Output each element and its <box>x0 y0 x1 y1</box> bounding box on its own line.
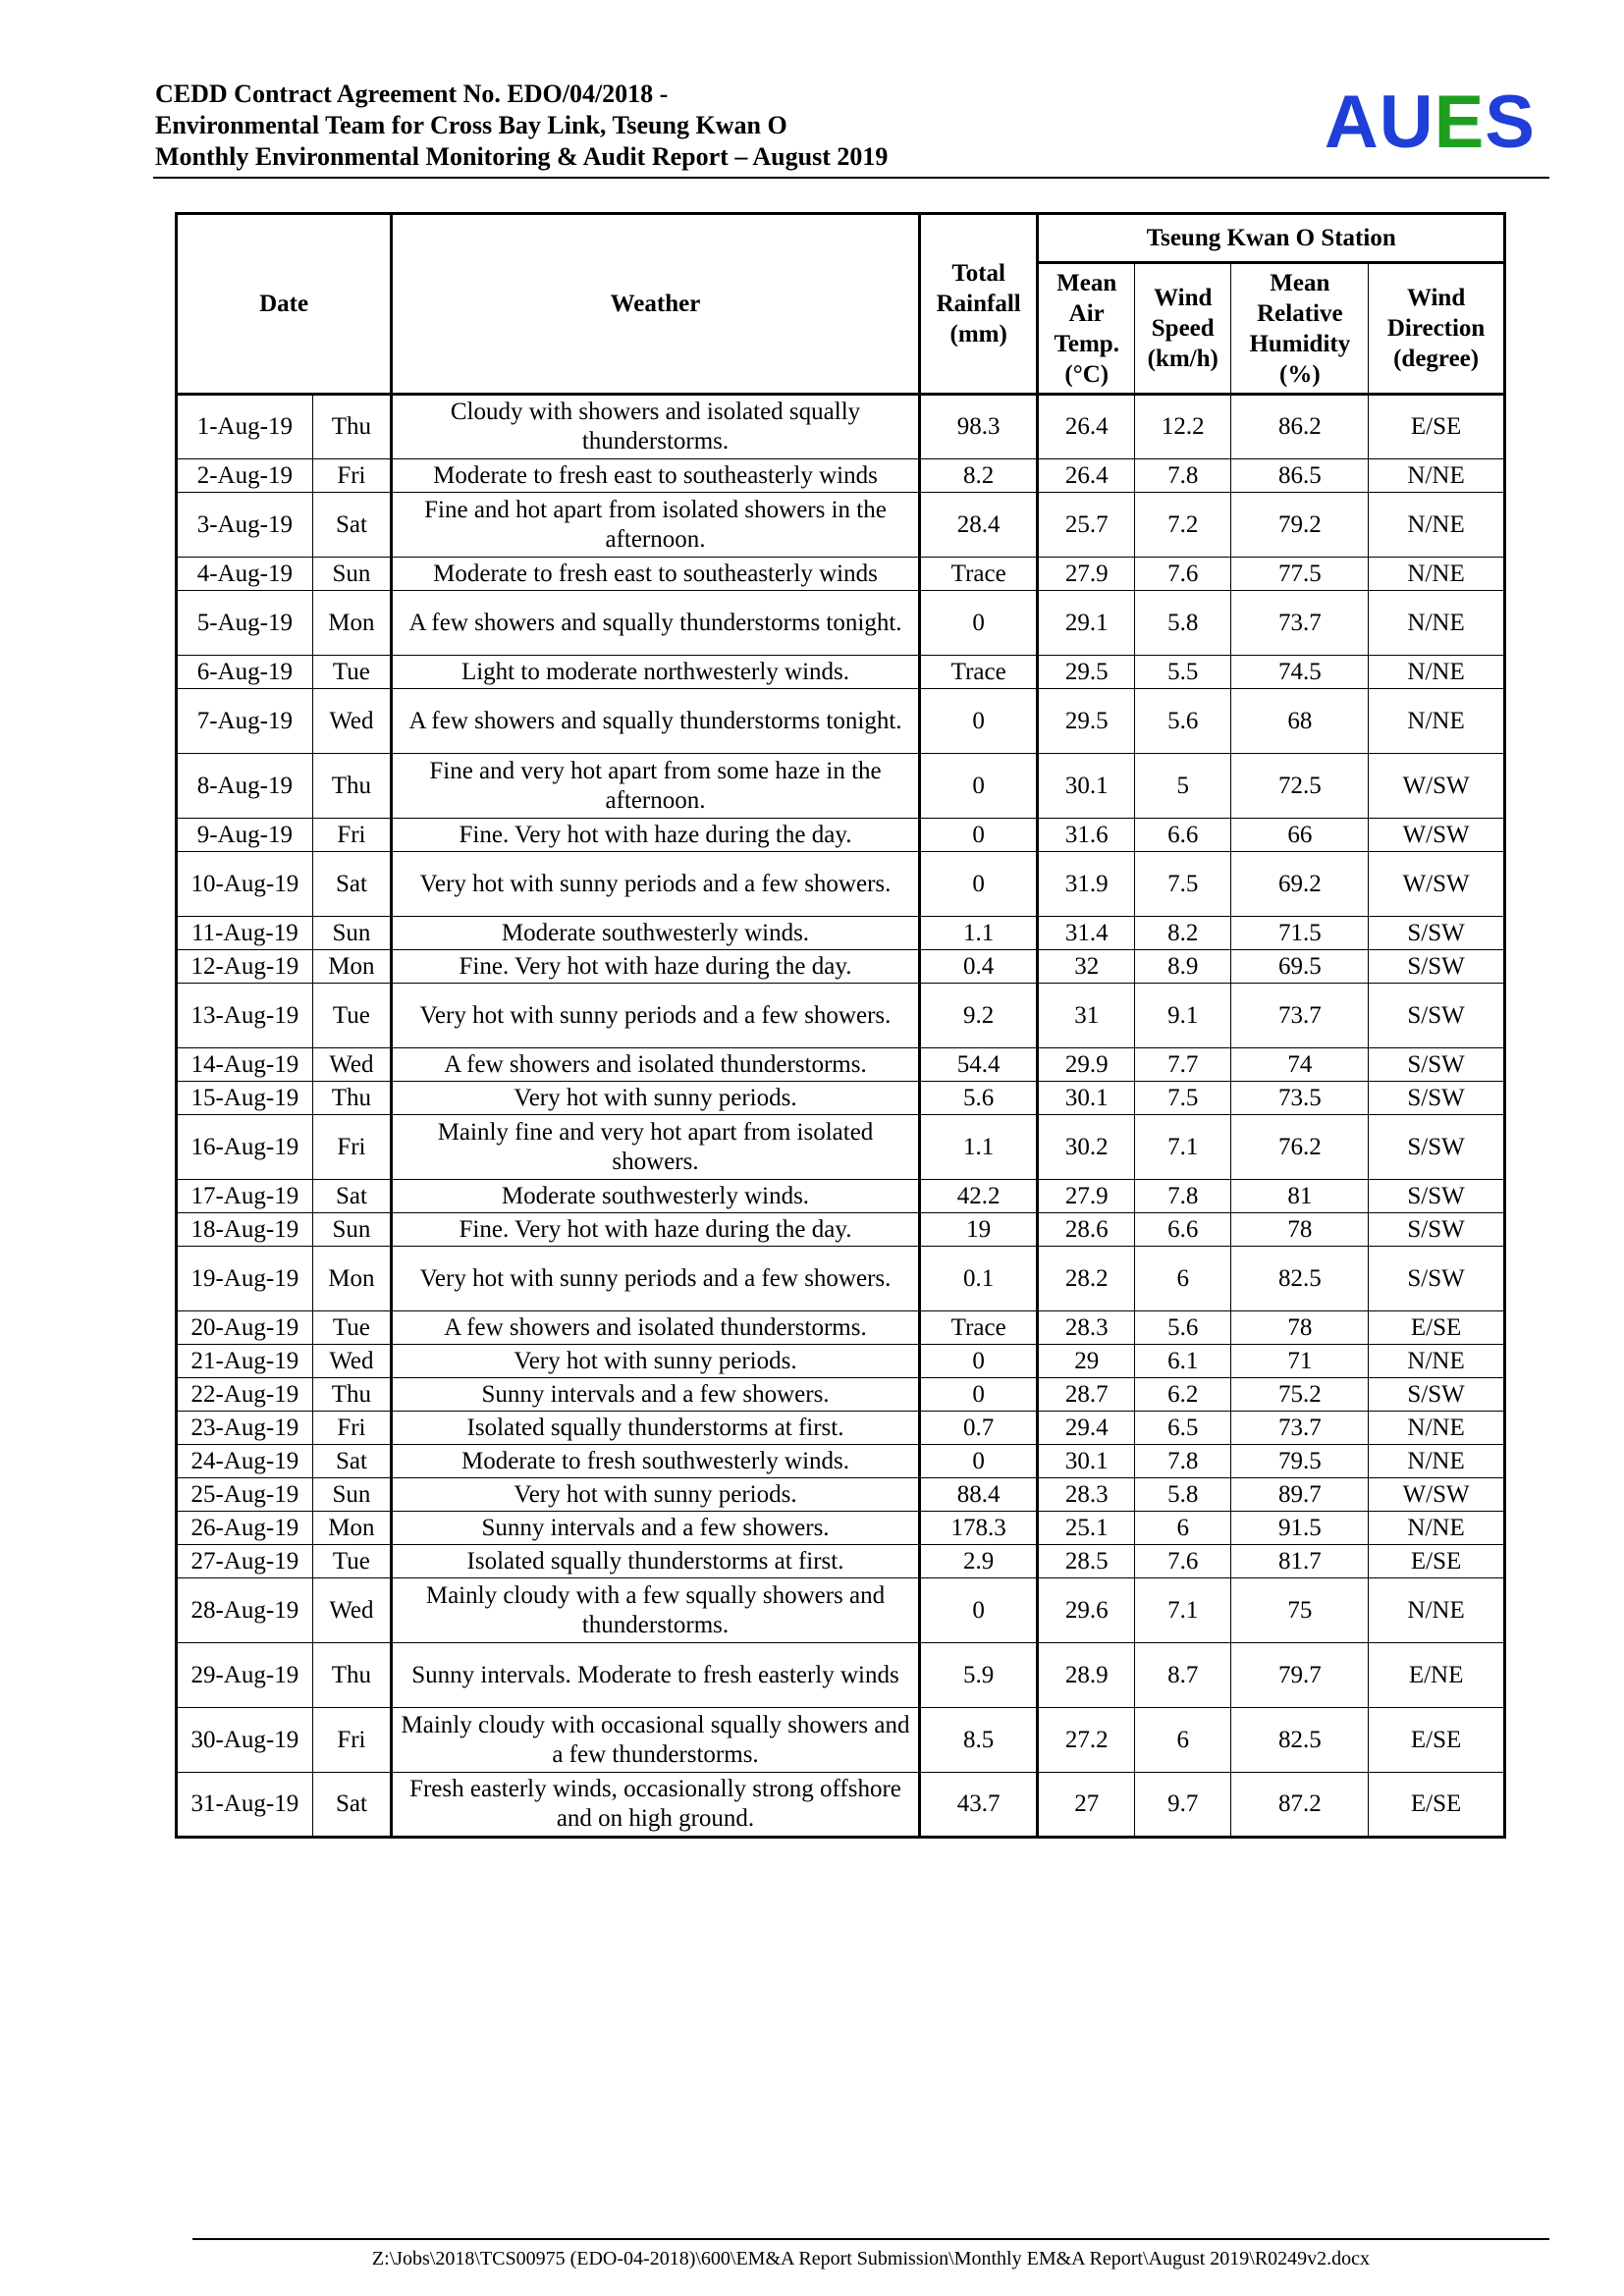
row-humidity: 71.5 <box>1231 917 1369 950</box>
row-weather: A few showers and squally thunderstorms tonight. <box>392 689 920 754</box>
row-day: Thu <box>312 754 391 819</box>
row-date: 5-Aug-19 <box>177 591 313 656</box>
row-wind-direction: W/SW <box>1369 754 1505 819</box>
row-temp: 29.5 <box>1038 689 1135 754</box>
row-date: 8-Aug-19 <box>177 754 313 819</box>
row-rainfall: 0 <box>919 591 1038 656</box>
row-weather: Fine and hot apart from isolated showers in the afternoon. <box>392 493 920 558</box>
table-row <box>177 819 1505 852</box>
row-day: Sat <box>312 493 391 558</box>
row-wind-speed: 12.2 <box>1134 395 1231 459</box>
row-day: Tue <box>312 984 391 1048</box>
row-wind-direction: S/SW <box>1369 950 1505 984</box>
row-date: 17-Aug-19 <box>177 1180 313 1213</box>
row-temp: 28.5 <box>1038 1545 1135 1578</box>
table-row <box>177 984 1505 1048</box>
row-humidity: 82.5 <box>1231 1247 1369 1311</box>
row-humidity: 69.2 <box>1231 852 1369 917</box>
row-day: Sun <box>312 917 391 950</box>
row-wind-speed: 5.6 <box>1134 689 1231 754</box>
contract-title-line: CEDD Contract Agreement No. EDO/04/2018 - <box>155 80 669 108</box>
row-wind-speed: 7.6 <box>1134 558 1231 591</box>
header-temp: Mean Air Temp. (°C) <box>1038 263 1135 395</box>
row-day: Thu <box>312 1378 391 1412</box>
aues-logo <box>1325 79 1536 167</box>
row-wind-speed: 7.1 <box>1134 1115 1231 1180</box>
row-day: Fri <box>312 1708 391 1773</box>
row-wind-speed: 5.6 <box>1134 1311 1231 1345</box>
row-wind-speed: 8.2 <box>1134 917 1231 950</box>
row-weather: A few showers and isolated thunderstorms. <box>392 1311 920 1345</box>
table-row <box>177 1445 1505 1478</box>
row-date: 24-Aug-19 <box>177 1445 313 1478</box>
row-wind-speed: 6 <box>1134 1708 1231 1773</box>
logo-text-au: AU <box>1324 80 1435 164</box>
row-rainfall: 88.4 <box>919 1478 1038 1512</box>
row-temp: 29.6 <box>1038 1578 1135 1643</box>
row-weather: Cloudy with showers and isolated squally thunderstorms. <box>392 395 920 459</box>
row-weather: Very hot with sunny periods and a few showers. <box>392 852 920 917</box>
row-wind-direction: N/NE <box>1369 1345 1505 1378</box>
row-humidity: 81 <box>1231 1180 1369 1213</box>
row-weather: Fine. Very hot with haze during the day. <box>392 950 920 984</box>
file-path-footer: Z:\Jobs\2018\TCS00975 (EDO-04-2018)\600\EM&A Report Submission\Monthly EM&A Report\August 2019\R0249v2.docx <box>371 2248 1371 2269</box>
row-weather: Very hot with sunny periods. <box>392 1478 920 1512</box>
row-rainfall: 0 <box>919 852 1038 917</box>
row-rainfall: 28.4 <box>919 493 1038 558</box>
header-wind-direction: Wind Direction (degree) <box>1369 263 1505 395</box>
row-day: Wed <box>312 1578 391 1643</box>
row-date: 14-Aug-19 <box>177 1048 313 1082</box>
row-wind-speed: 8.9 <box>1134 950 1231 984</box>
table-row <box>177 1773 1505 1838</box>
row-wind-speed: 7.5 <box>1134 1082 1231 1115</box>
row-date: 20-Aug-19 <box>177 1311 313 1345</box>
footer-divider <box>192 2238 1549 2240</box>
table-row <box>177 1213 1505 1247</box>
row-wind-direction: E/NE <box>1369 1643 1505 1708</box>
row-rainfall: 5.6 <box>919 1082 1038 1115</box>
row-day: Wed <box>312 1048 391 1082</box>
row-rainfall: 0.4 <box>919 950 1038 984</box>
row-rainfall: Trace <box>919 656 1038 689</box>
row-wind-direction: S/SW <box>1369 917 1505 950</box>
row-rainfall: 5.9 <box>919 1643 1038 1708</box>
row-temp: 28.3 <box>1038 1478 1135 1512</box>
row-weather: Sunny intervals and a few showers. <box>392 1512 920 1545</box>
header-divider <box>153 177 1549 179</box>
row-humidity: 82.5 <box>1231 1708 1369 1773</box>
row-temp: 27.9 <box>1038 558 1135 591</box>
row-weather: A few showers and isolated thunderstorms. <box>392 1048 920 1082</box>
row-day: Fri <box>312 819 391 852</box>
row-wind-speed: 9.1 <box>1134 984 1231 1048</box>
table-row <box>177 1378 1505 1412</box>
row-wind-direction: S/SW <box>1369 1247 1505 1311</box>
row-weather: Fine. Very hot with haze during the day. <box>392 1213 920 1247</box>
row-wind-direction: S/SW <box>1369 1115 1505 1180</box>
row-humidity: 91.5 <box>1231 1512 1369 1545</box>
row-wind-direction: N/NE <box>1369 591 1505 656</box>
row-weather: Very hot with sunny periods. <box>392 1345 920 1378</box>
row-temp: 30.2 <box>1038 1115 1135 1180</box>
row-weather: Light to moderate northwesterly winds. <box>392 656 920 689</box>
row-wind-speed: 8.7 <box>1134 1643 1231 1708</box>
row-temp: 26.4 <box>1038 395 1135 459</box>
row-temp: 30.1 <box>1038 1445 1135 1478</box>
row-temp: 27.9 <box>1038 1180 1135 1213</box>
row-humidity: 73.7 <box>1231 1412 1369 1445</box>
row-temp: 28.2 <box>1038 1247 1135 1311</box>
row-wind-speed: 7.5 <box>1134 852 1231 917</box>
table-row <box>177 558 1505 591</box>
row-wind-direction: N/NE <box>1369 1412 1505 1445</box>
row-wind-speed: 7.7 <box>1134 1048 1231 1082</box>
row-wind-direction: N/NE <box>1369 689 1505 754</box>
row-humidity: 73.7 <box>1231 591 1369 656</box>
row-day: Fri <box>312 1115 391 1180</box>
row-date: 2-Aug-19 <box>177 459 313 493</box>
row-weather: Sunny intervals. Moderate to fresh easterly winds <box>392 1643 920 1708</box>
row-humidity: 69.5 <box>1231 950 1369 984</box>
team-title-line: Environmental Team for Cross Bay Link, Tseung Kwan O <box>155 111 787 139</box>
table-row <box>177 1512 1505 1545</box>
table-row <box>177 754 1505 819</box>
row-humidity: 74.5 <box>1231 656 1369 689</box>
table-row <box>177 1247 1505 1311</box>
row-day: Thu <box>312 1643 391 1708</box>
row-rainfall: 0 <box>919 1345 1038 1378</box>
row-weather: Fresh easterly winds, occasionally strong offshore and on high ground. <box>392 1773 920 1838</box>
table-row <box>177 1115 1505 1180</box>
header-rainfall: Total Rainfall (mm) <box>919 214 1038 395</box>
row-humidity: 78 <box>1231 1311 1369 1345</box>
row-humidity: 75.2 <box>1231 1378 1369 1412</box>
row-humidity: 78 <box>1231 1213 1369 1247</box>
row-wind-direction: S/SW <box>1369 1213 1505 1247</box>
row-wind-speed: 6.1 <box>1134 1345 1231 1378</box>
row-humidity: 68 <box>1231 689 1369 754</box>
row-wind-direction: N/NE <box>1369 558 1505 591</box>
row-humidity: 89.7 <box>1231 1478 1369 1512</box>
table-row <box>177 1412 1505 1445</box>
row-date: 22-Aug-19 <box>177 1378 313 1412</box>
row-wind-direction: S/SW <box>1369 1378 1505 1412</box>
row-rainfall: 1.1 <box>919 1115 1038 1180</box>
row-wind-direction: E/SE <box>1369 1545 1505 1578</box>
row-humidity: 77.5 <box>1231 558 1369 591</box>
row-day: Sat <box>312 1180 391 1213</box>
row-wind-direction: N/NE <box>1369 1512 1505 1545</box>
row-weather: Moderate southwesterly winds. <box>392 1180 920 1213</box>
row-date: 11-Aug-19 <box>177 917 313 950</box>
row-day: Sat <box>312 852 391 917</box>
row-temp: 31.4 <box>1038 917 1135 950</box>
row-rainfall: 8.5 <box>919 1708 1038 1773</box>
row-temp: 28.7 <box>1038 1378 1135 1412</box>
row-temp: 28.6 <box>1038 1213 1135 1247</box>
table-row <box>177 1048 1505 1082</box>
row-temp: 29.4 <box>1038 1412 1135 1445</box>
row-rainfall: 0.1 <box>919 1247 1038 1311</box>
table-row <box>177 591 1505 656</box>
row-temp: 29.5 <box>1038 656 1135 689</box>
row-date: 19-Aug-19 <box>177 1247 313 1311</box>
row-temp: 27.2 <box>1038 1708 1135 1773</box>
row-humidity: 71 <box>1231 1345 1369 1378</box>
row-temp: 31.9 <box>1038 852 1135 917</box>
row-humidity: 79.2 <box>1231 493 1369 558</box>
row-day: Wed <box>312 1345 391 1378</box>
table-row <box>177 917 1505 950</box>
row-wind-direction: W/SW <box>1369 852 1505 917</box>
row-weather: Very hot with sunny periods and a few showers. <box>392 1247 920 1311</box>
row-humidity: 87.2 <box>1231 1773 1369 1838</box>
row-date: 1-Aug-19 <box>177 395 313 459</box>
row-rainfall: 0.7 <box>919 1412 1038 1445</box>
row-humidity: 72.5 <box>1231 754 1369 819</box>
row-wind-direction: W/SW <box>1369 819 1505 852</box>
logo-text-s: S <box>1485 80 1536 164</box>
header-weather: Weather <box>392 214 920 395</box>
row-rainfall: 54.4 <box>919 1048 1038 1082</box>
row-rainfall: 9.2 <box>919 984 1038 1048</box>
row-wind-speed: 6.6 <box>1134 1213 1231 1247</box>
row-rainfall: 0 <box>919 819 1038 852</box>
row-weather: Mainly cloudy with a few squally showers and thunderstorms. <box>392 1578 920 1643</box>
row-date: 26-Aug-19 <box>177 1512 313 1545</box>
row-weather: Mainly fine and very hot apart from isolated showers. <box>392 1115 920 1180</box>
row-wind-speed: 7.1 <box>1134 1578 1231 1643</box>
row-temp: 30.1 <box>1038 754 1135 819</box>
row-day: Fri <box>312 459 391 493</box>
table-row <box>177 1545 1505 1578</box>
row-temp: 26.4 <box>1038 459 1135 493</box>
row-wind-speed: 6 <box>1134 1247 1231 1311</box>
row-temp: 25.7 <box>1038 493 1135 558</box>
table-row <box>177 852 1505 917</box>
row-wind-speed: 5.8 <box>1134 1478 1231 1512</box>
row-humidity: 75 <box>1231 1578 1369 1643</box>
row-weather: Isolated squally thunderstorms at first. <box>392 1412 920 1445</box>
table-row <box>177 656 1505 689</box>
row-temp: 25.1 <box>1038 1512 1135 1545</box>
table-row <box>177 1082 1505 1115</box>
row-humidity: 66 <box>1231 819 1369 852</box>
row-temp: 31 <box>1038 984 1135 1048</box>
row-wind-direction: N/NE <box>1369 1578 1505 1643</box>
row-humidity: 81.7 <box>1231 1545 1369 1578</box>
row-humidity: 73.5 <box>1231 1082 1369 1115</box>
row-temp: 27 <box>1038 1773 1135 1838</box>
row-day: Tue <box>312 1311 391 1345</box>
row-wind-direction: N/NE <box>1369 1445 1505 1478</box>
row-weather: Sunny intervals and a few showers. <box>392 1378 920 1412</box>
table-row <box>177 950 1505 984</box>
row-temp: 32 <box>1038 950 1135 984</box>
row-rainfall: 98.3 <box>919 395 1038 459</box>
row-date: 9-Aug-19 <box>177 819 313 852</box>
row-rainfall: 1.1 <box>919 917 1038 950</box>
row-wind-direction: N/NE <box>1369 656 1505 689</box>
row-wind-direction: S/SW <box>1369 984 1505 1048</box>
table-row <box>177 1708 1505 1773</box>
row-day: Mon <box>312 1247 391 1311</box>
row-weather: Moderate southwesterly winds. <box>392 917 920 950</box>
row-wind-direction: N/NE <box>1369 459 1505 493</box>
row-temp: 29.9 <box>1038 1048 1135 1082</box>
row-humidity: 79.5 <box>1231 1445 1369 1478</box>
row-wind-direction: W/SW <box>1369 1478 1505 1512</box>
row-rainfall: 0 <box>919 754 1038 819</box>
row-rainfall: 43.7 <box>919 1773 1038 1838</box>
row-day: Sun <box>312 558 391 591</box>
row-wind-direction: E/SE <box>1369 1773 1505 1838</box>
row-temp: 31.6 <box>1038 819 1135 852</box>
row-rainfall: 0 <box>919 1578 1038 1643</box>
row-rainfall: Trace <box>919 1311 1038 1345</box>
row-wind-speed: 7.6 <box>1134 1545 1231 1578</box>
row-weather: Moderate to fresh east to southeasterly winds <box>392 558 920 591</box>
row-wind-direction: S/SW <box>1369 1180 1505 1213</box>
row-date: 30-Aug-19 <box>177 1708 313 1773</box>
row-wind-direction: E/SE <box>1369 1311 1505 1345</box>
row-day: Mon <box>312 950 391 984</box>
table-row <box>177 1478 1505 1512</box>
report-title-line: Monthly Environmental Monitoring & Audit Report – August 2019 <box>155 142 889 171</box>
row-date: 28-Aug-19 <box>177 1578 313 1643</box>
table-row <box>177 493 1505 558</box>
row-day: Tue <box>312 1545 391 1578</box>
row-wind-speed: 6.6 <box>1134 819 1231 852</box>
table-row <box>177 459 1505 493</box>
row-humidity: 73.7 <box>1231 984 1369 1048</box>
header-wind-speed: Wind Speed (km/h) <box>1134 263 1231 395</box>
row-day: Thu <box>312 1082 391 1115</box>
row-wind-direction: E/SE <box>1369 1708 1505 1773</box>
row-wind-speed: 6.2 <box>1134 1378 1231 1412</box>
row-temp: 29 <box>1038 1345 1135 1378</box>
logo-text-e: E <box>1434 80 1486 164</box>
table-row <box>177 689 1505 754</box>
header-humidity: Mean Relative Humidity (%) <box>1231 263 1369 395</box>
row-rainfall: Trace <box>919 558 1038 591</box>
weather-table <box>175 212 1506 1839</box>
row-rainfall: 178.3 <box>919 1512 1038 1545</box>
table-row <box>177 1311 1505 1345</box>
row-date: 29-Aug-19 <box>177 1643 313 1708</box>
row-temp: 29.1 <box>1038 591 1135 656</box>
row-day: Mon <box>312 1512 391 1545</box>
table-row <box>177 1643 1505 1708</box>
header-date: Date <box>177 214 392 395</box>
row-date: 21-Aug-19 <box>177 1345 313 1378</box>
row-date: 16-Aug-19 <box>177 1115 313 1180</box>
row-weather: Isolated squally thunderstorms at first. <box>392 1545 920 1578</box>
header-station: Tseung Kwan O Station <box>1038 214 1505 263</box>
row-day: Sun <box>312 1478 391 1512</box>
row-wind-speed: 7.8 <box>1134 1180 1231 1213</box>
row-date: 18-Aug-19 <box>177 1213 313 1247</box>
row-weather: Very hot with sunny periods and a few showers. <box>392 984 920 1048</box>
table-body <box>177 395 1505 1838</box>
row-weather: Fine and very hot apart from some haze in the afternoon. <box>392 754 920 819</box>
row-weather: Moderate to fresh east to southeasterly winds <box>392 459 920 493</box>
table-row <box>177 1345 1505 1378</box>
row-date: 31-Aug-19 <box>177 1773 313 1838</box>
row-date: 6-Aug-19 <box>177 656 313 689</box>
table-row <box>177 395 1505 459</box>
row-wind-direction: N/NE <box>1369 493 1505 558</box>
row-rainfall: 42.2 <box>919 1180 1038 1213</box>
row-weather: A few showers and squally thunderstorms tonight. <box>392 591 920 656</box>
row-date: 4-Aug-19 <box>177 558 313 591</box>
row-date: 27-Aug-19 <box>177 1545 313 1578</box>
row-humidity: 74 <box>1231 1048 1369 1082</box>
row-day: Tue <box>312 656 391 689</box>
table-row <box>177 1180 1505 1213</box>
row-weather: Very hot with sunny periods. <box>392 1082 920 1115</box>
row-day: Mon <box>312 591 391 656</box>
row-rainfall: 8.2 <box>919 459 1038 493</box>
row-day: Thu <box>312 395 391 459</box>
row-day: Fri <box>312 1412 391 1445</box>
row-temp: 30.1 <box>1038 1082 1135 1115</box>
row-wind-direction: E/SE <box>1369 395 1505 459</box>
row-day: Sat <box>312 1773 391 1838</box>
row-wind-direction: S/SW <box>1369 1048 1505 1082</box>
row-date: 7-Aug-19 <box>177 689 313 754</box>
row-date: 10-Aug-19 <box>177 852 313 917</box>
row-wind-speed: 6.5 <box>1134 1412 1231 1445</box>
row-date: 23-Aug-19 <box>177 1412 313 1445</box>
row-wind-speed: 6 <box>1134 1512 1231 1545</box>
row-date: 15-Aug-19 <box>177 1082 313 1115</box>
row-day: Sun <box>312 1213 391 1247</box>
row-temp: 28.9 <box>1038 1643 1135 1708</box>
row-weather: Mainly cloudy with occasional squally showers and a few thunderstorms. <box>392 1708 920 1773</box>
row-weather: Fine. Very hot with haze during the day. <box>392 819 920 852</box>
row-humidity: 86.5 <box>1231 459 1369 493</box>
row-weather: Moderate to fresh southwesterly winds. <box>392 1445 920 1478</box>
row-wind-speed: 7.2 <box>1134 493 1231 558</box>
row-rainfall: 0 <box>919 689 1038 754</box>
row-wind-speed: 5 <box>1134 754 1231 819</box>
row-humidity: 86.2 <box>1231 395 1369 459</box>
row-humidity: 76.2 <box>1231 1115 1369 1180</box>
row-wind-direction: S/SW <box>1369 1082 1505 1115</box>
row-wind-speed: 5.8 <box>1134 591 1231 656</box>
row-day: Wed <box>312 689 391 754</box>
row-wind-speed: 9.7 <box>1134 1773 1231 1838</box>
row-day: Sat <box>312 1445 391 1478</box>
row-date: 25-Aug-19 <box>177 1478 313 1512</box>
row-rainfall: 2.9 <box>919 1545 1038 1578</box>
row-date: 12-Aug-19 <box>177 950 313 984</box>
row-rainfall: 19 <box>919 1213 1038 1247</box>
row-wind-speed: 7.8 <box>1134 459 1231 493</box>
row-humidity: 79.7 <box>1231 1643 1369 1708</box>
row-date: 13-Aug-19 <box>177 984 313 1048</box>
row-rainfall: 0 <box>919 1445 1038 1478</box>
row-wind-speed: 7.8 <box>1134 1445 1231 1478</box>
row-wind-speed: 5.5 <box>1134 656 1231 689</box>
row-temp: 28.3 <box>1038 1311 1135 1345</box>
row-date: 3-Aug-19 <box>177 493 313 558</box>
row-rainfall: 0 <box>919 1378 1038 1412</box>
table-row <box>177 1578 1505 1643</box>
